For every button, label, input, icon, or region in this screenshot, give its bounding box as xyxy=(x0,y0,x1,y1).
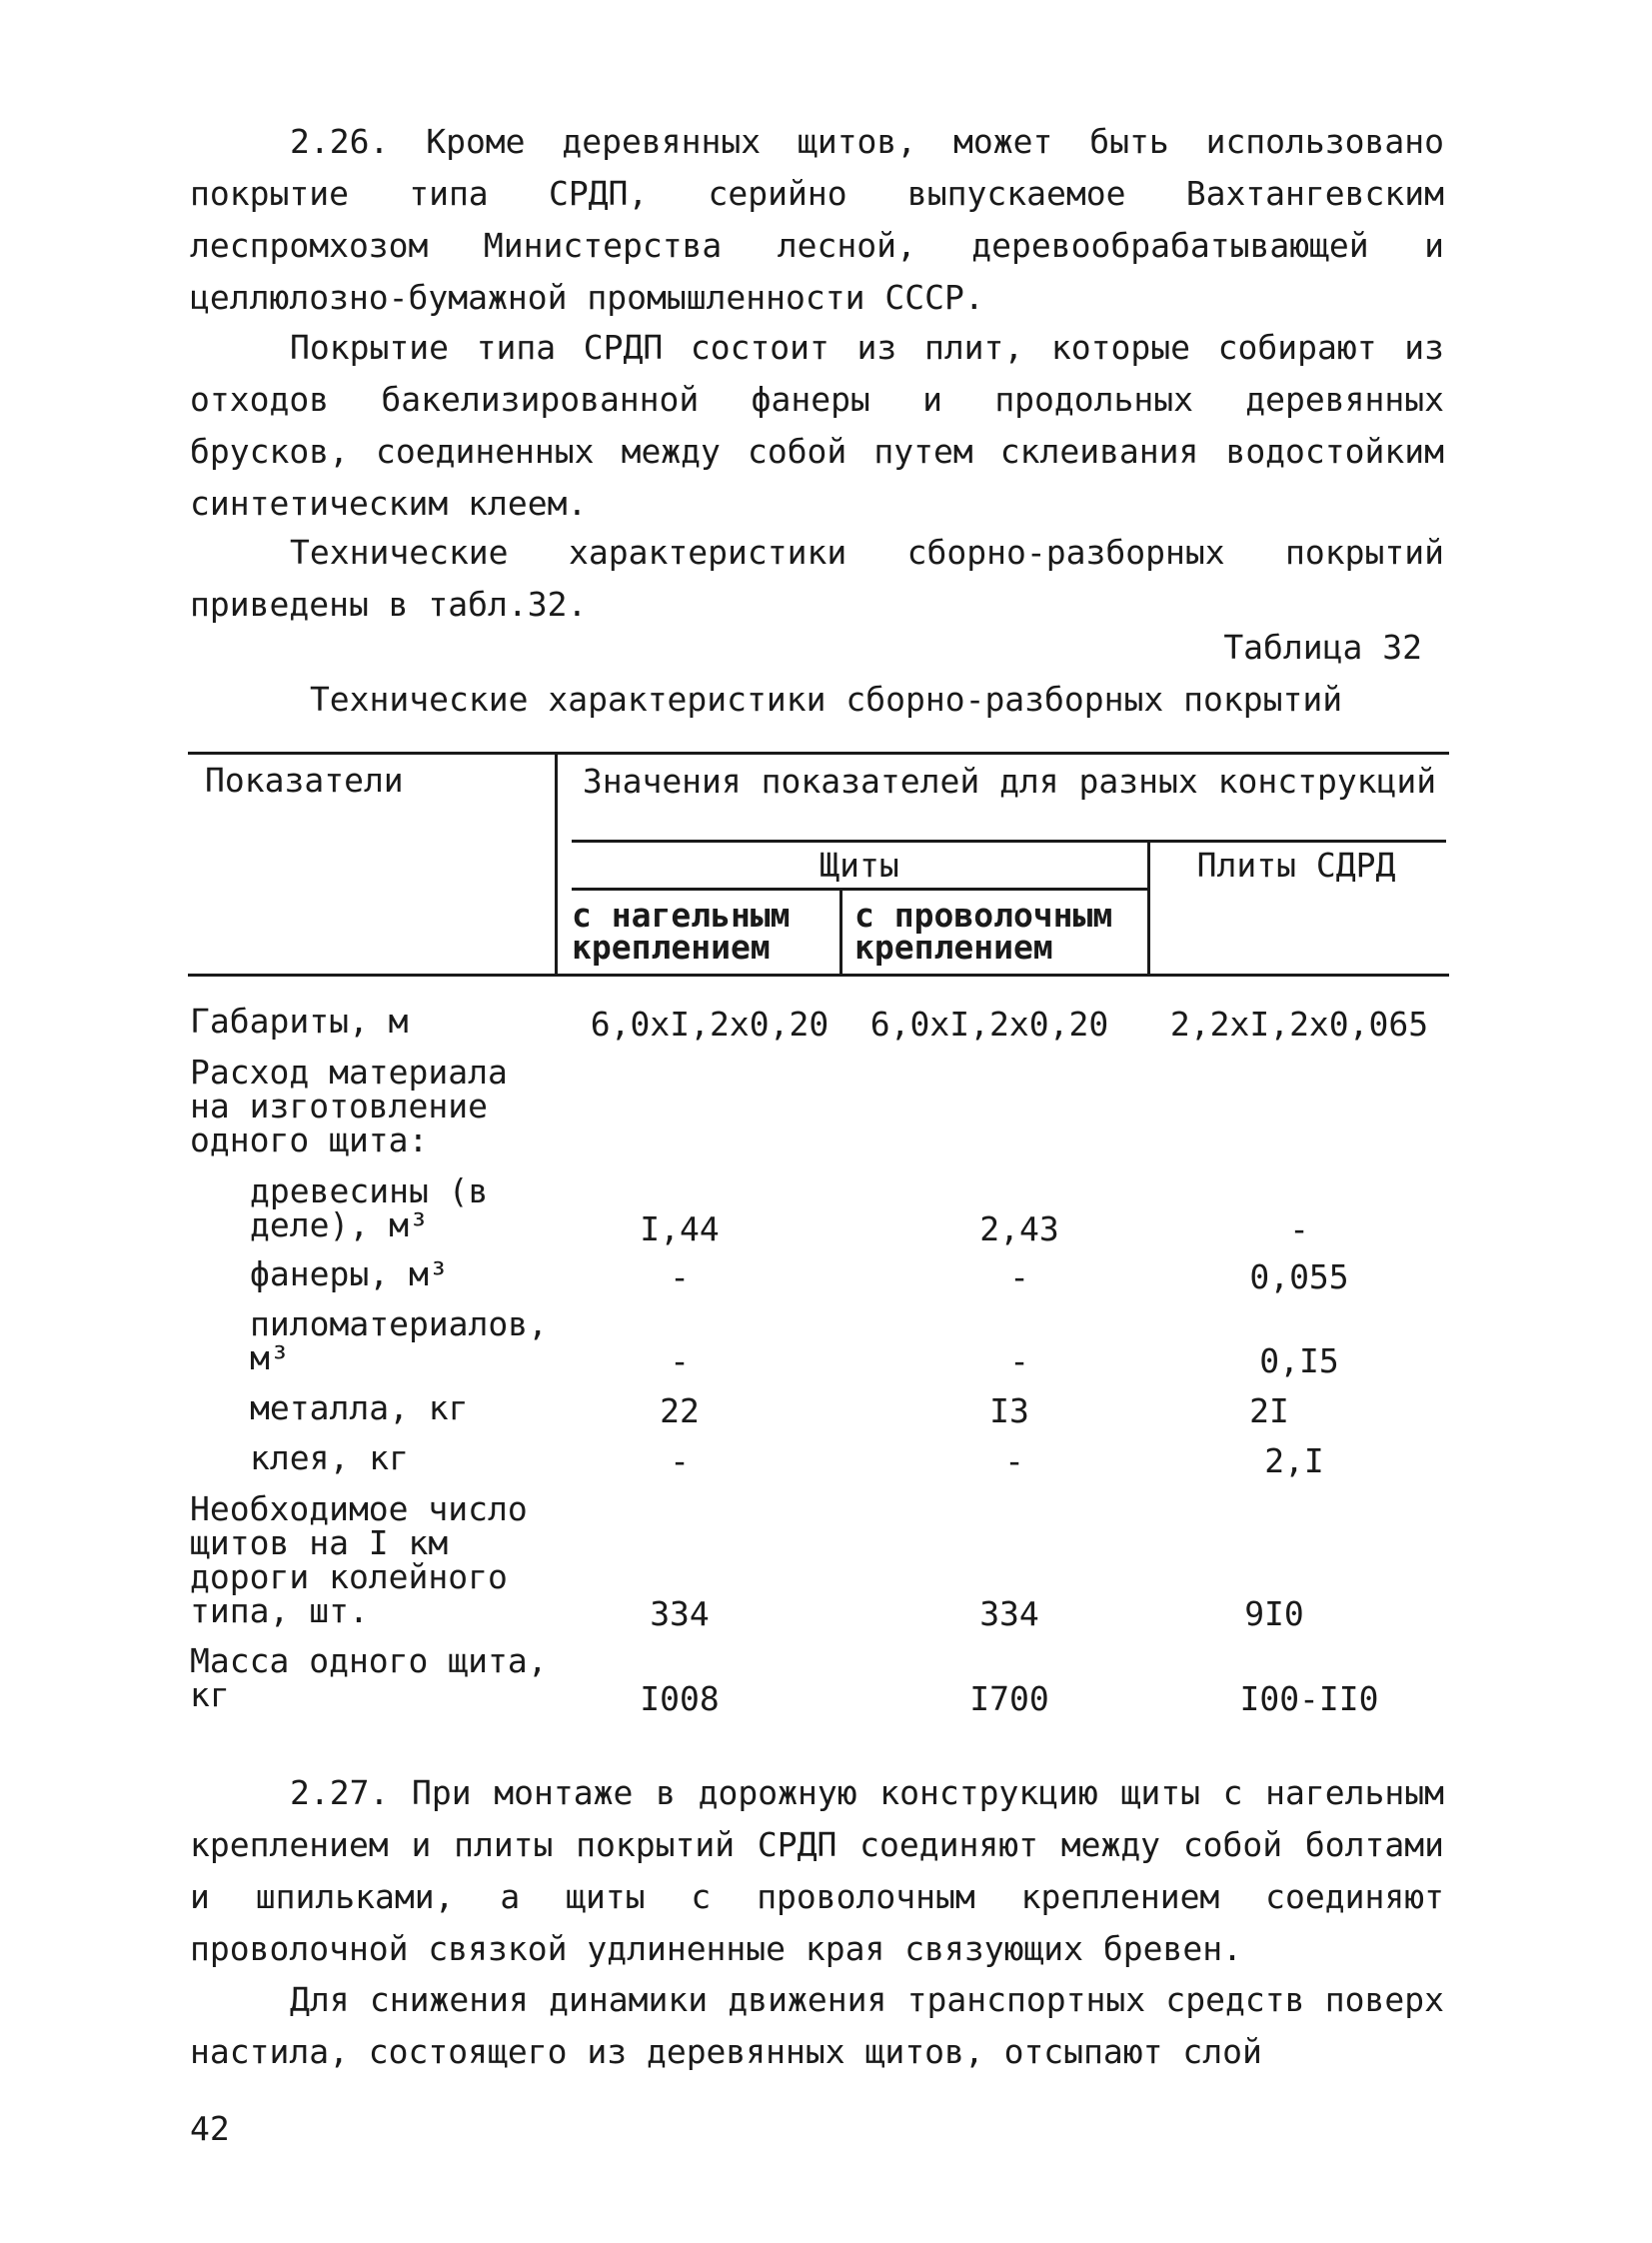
header-shields-rule xyxy=(572,888,1147,891)
row-shield-mass-v1: I008 xyxy=(640,1679,720,1718)
row-wood-v3: - xyxy=(1289,1209,1309,1248)
row-label-material-consumption: Расход материала на изготовление одного щита: xyxy=(190,1053,508,1159)
header-wire: с проволочным креплением xyxy=(854,896,1113,967)
row-glue-v1: - xyxy=(670,1441,690,1480)
header-values-group: Значения показателей для разных конструкций xyxy=(582,762,1437,801)
row-label-dimensions: Габариты, м xyxy=(190,1002,409,1041)
table-title: Технические характеристики сборно-разборных покрытий xyxy=(309,680,1343,719)
header-indicators: Показатели xyxy=(205,761,404,800)
table-header-bottom-rule xyxy=(188,974,1449,977)
row-glue-v3: 2,I xyxy=(1264,1441,1324,1480)
table-top-rule xyxy=(188,752,1449,755)
row-shields-per-km-v3: 9I0 xyxy=(1244,1594,1304,1633)
paragraph-2-27: 2.27. При монтаже в дорожную конструкцию щиты с нагельным креплением и плиты покрытий СРДП соединяют между собой болтами и шпильками, а щиты с проволочным креплением соединяют проволочной связкой удлиненные края связующих бревен. xyxy=(190,1773,1444,1968)
row-shield-mass-v3: I00-II0 xyxy=(1239,1679,1379,1718)
row-label-lumber: пиломатериалов, м³ xyxy=(250,1304,549,1377)
paragraph-table-reference: Технические характеристики сборно-разборных покрытий приведены в табл.32. xyxy=(190,533,1444,624)
row-lumber-v2: - xyxy=(1009,1341,1029,1380)
row-metal-v1: 22 xyxy=(660,1391,700,1430)
row-lumber-v3: 0,I5 xyxy=(1259,1341,1339,1380)
paragraph-2-26: 2.26. Кроме деревянных щитов, может быть использовано покрытие типа СРДП, серийно выпускаемое Вахтангевским леспромхозом Министерства лесной, деревообрабатывающей и целлюлозно-бумажной промышленности СССР. xyxy=(190,122,1444,317)
table-vertical-rule-3 xyxy=(839,888,842,977)
row-label-plywood: фанеры, м³ xyxy=(250,1254,449,1293)
row-dimensions-v3: 2,2хI,2х0,065 xyxy=(1169,1005,1429,1044)
row-metal-v2: I3 xyxy=(989,1391,1029,1430)
row-metal-v3: 2I xyxy=(1249,1391,1289,1430)
row-label-shield-mass: Масса одного щита, кг xyxy=(190,1641,548,1714)
table-vertical-rule-2 xyxy=(1147,840,1150,977)
row-dimensions-v1: 6,0хI,2х0,20 xyxy=(590,1005,829,1044)
row-lumber-v1: - xyxy=(670,1341,690,1380)
header-nagel: с нагельным креплением xyxy=(572,896,791,967)
row-dimensions-v2: 6,0хI,2х0,20 xyxy=(869,1005,1109,1044)
row-plywood-v2: - xyxy=(1009,1257,1029,1296)
row-shield-mass-v2: I700 xyxy=(969,1679,1049,1718)
paragraph-dynamics: Для снижения динамики движения транспортных средств поверх настила, состоящего из деревянных щитов, отсыпают слой xyxy=(190,1980,1444,2071)
row-label-glue: клея, кг xyxy=(250,1438,409,1477)
row-wood-v2: 2,43 xyxy=(979,1209,1059,1248)
row-label-shields-per-km: Необходимое число щитов на I км дороги колейного типа, шт. xyxy=(190,1489,528,1630)
row-plywood-v3: 0,055 xyxy=(1249,1257,1349,1296)
row-shields-per-km-v1: 334 xyxy=(650,1594,710,1633)
header-group-rule xyxy=(572,840,1446,843)
paragraph-srdp-description: Покрытие типа СРДП состоит из плит, которые собирают из отходов бакелизированной фанеры и продольных деревянных брусков, соединенных между собой путем склеивания водостойким синтетическим клеем. xyxy=(190,328,1444,523)
row-label-metal: металла, кг xyxy=(250,1388,469,1427)
row-shields-per-km-v2: 334 xyxy=(979,1594,1039,1633)
header-plates: Плиты СДРД xyxy=(1196,846,1396,885)
row-label-wood: древесины (в деле), м³ xyxy=(250,1171,489,1244)
table-number: Таблица 32 xyxy=(1223,628,1422,667)
table-vertical-rule-1 xyxy=(555,752,558,977)
row-wood-v1: I,44 xyxy=(640,1209,720,1248)
page-number: 42 xyxy=(190,2109,230,2148)
row-plywood-v1: - xyxy=(670,1257,690,1296)
header-shields: Щиты xyxy=(820,846,899,885)
row-glue-v2: - xyxy=(1004,1441,1024,1480)
